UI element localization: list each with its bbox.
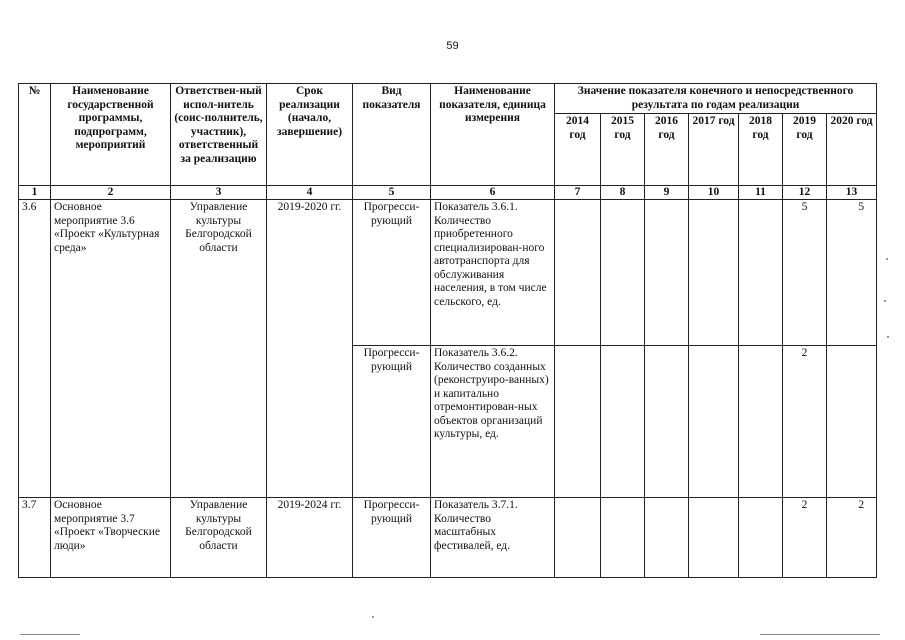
header-no: № bbox=[19, 84, 51, 186]
column-number: 8 bbox=[601, 186, 645, 200]
header-indicator: Наименование показателя, единица измерения bbox=[431, 84, 555, 186]
scan-artifact bbox=[372, 616, 374, 618]
program-name: Основное мероприятие 3.7 «Проект «Творческие люди» bbox=[51, 498, 171, 578]
value-cell bbox=[555, 200, 601, 346]
table-header bbox=[19, 84, 877, 186]
value-cell bbox=[645, 498, 689, 578]
value-cell bbox=[739, 200, 783, 346]
header-year: 2018 год bbox=[739, 114, 783, 186]
value-cell bbox=[689, 200, 739, 346]
indicator-type: Прогресси-рующий bbox=[353, 346, 431, 498]
period: 2019-2020 гг. bbox=[267, 200, 353, 498]
header-year: 2020 год bbox=[827, 114, 877, 186]
scan-artifact bbox=[20, 634, 80, 635]
value-cell bbox=[645, 346, 689, 498]
value-cell bbox=[601, 498, 645, 578]
value-cell bbox=[689, 346, 739, 498]
value-cell bbox=[601, 200, 645, 346]
scan-artifact bbox=[887, 336, 889, 338]
value-cell bbox=[739, 498, 783, 578]
column-number: 2 bbox=[51, 186, 171, 200]
row-number: 3.7 bbox=[19, 498, 51, 578]
header-year: 2019 год bbox=[783, 114, 827, 186]
value-cell bbox=[555, 346, 601, 498]
value-cell bbox=[827, 346, 877, 498]
column-number: 10 bbox=[689, 186, 739, 200]
scan-artifact bbox=[886, 258, 888, 260]
column-number: 3 bbox=[171, 186, 267, 200]
column-number: 9 bbox=[645, 186, 689, 200]
value-cell: 5 bbox=[827, 200, 877, 346]
scan-artifact bbox=[884, 300, 886, 302]
indicator-name: Показатель 3.6.1. Количество приобретенного специализирован-ного автотранспорта для обслуживания населения, в том числе сельского, ед. bbox=[431, 200, 555, 346]
header-year: 2014 год bbox=[555, 114, 601, 186]
value-cell: 5 bbox=[783, 200, 827, 346]
indicator-type: Прогресси-рующий bbox=[353, 200, 431, 346]
period: 2019-2024 гг. bbox=[267, 498, 353, 578]
page-number: 59 bbox=[446, 40, 459, 52]
column-number: 12 bbox=[783, 186, 827, 200]
column-number: 6 bbox=[431, 186, 555, 200]
header-values-group: Значение показателя конечного и непосредственного результата по годам реализации bbox=[555, 84, 877, 114]
header-responsible: Ответствен-ный испол-нитель (соис-полнитель, участник), ответственный за реализацию bbox=[171, 84, 267, 186]
value-cell: 2 bbox=[783, 346, 827, 498]
column-number: 7 bbox=[555, 186, 601, 200]
column-number: 13 bbox=[827, 186, 877, 200]
program-name: Основное мероприятие 3.6 «Проект «Культурная среда» bbox=[51, 200, 171, 498]
indicator-type: Прогресси-рующий bbox=[353, 498, 431, 578]
column-number: 4 bbox=[267, 186, 353, 200]
value-cell: 2 bbox=[827, 498, 877, 578]
indicator-name: Показатель 3.6.2. Количество созданных (реконструиро-ванных) и капитально отремонтирован-ных объектов организаций культуры, ед. bbox=[431, 346, 555, 498]
column-numbers-row bbox=[19, 186, 877, 200]
table-row bbox=[19, 200, 877, 346]
header-year: 2015 год bbox=[601, 114, 645, 186]
responsible-executor: Управление культуры Белгородской области bbox=[171, 200, 267, 498]
header-year: 2016 год bbox=[645, 114, 689, 186]
table-row bbox=[19, 498, 877, 578]
header-type: Вид показателя bbox=[353, 84, 431, 186]
value-cell bbox=[645, 200, 689, 346]
column-number: 11 bbox=[739, 186, 783, 200]
row-number: 3.6 bbox=[19, 200, 51, 498]
indicator-name: Показатель 3.7.1. Количество масштабных фестивалей, ед. bbox=[431, 498, 555, 578]
value-cell bbox=[689, 498, 739, 578]
responsible-executor: Управление культуры Белгородской области bbox=[171, 498, 267, 578]
value-cell: 2 bbox=[783, 498, 827, 578]
value-cell bbox=[601, 346, 645, 498]
scan-artifact bbox=[760, 634, 880, 635]
value-cell bbox=[555, 498, 601, 578]
column-number: 1 bbox=[19, 186, 51, 200]
header-period: Срок реализации (начало, завершение) bbox=[267, 84, 353, 186]
header-year: 2017 год bbox=[689, 114, 739, 186]
indicators-table bbox=[18, 83, 877, 578]
column-number: 5 bbox=[353, 186, 431, 200]
value-cell bbox=[739, 346, 783, 498]
header-program: Наименование государственной программы, подпрограмм, мероприятий bbox=[51, 84, 171, 186]
